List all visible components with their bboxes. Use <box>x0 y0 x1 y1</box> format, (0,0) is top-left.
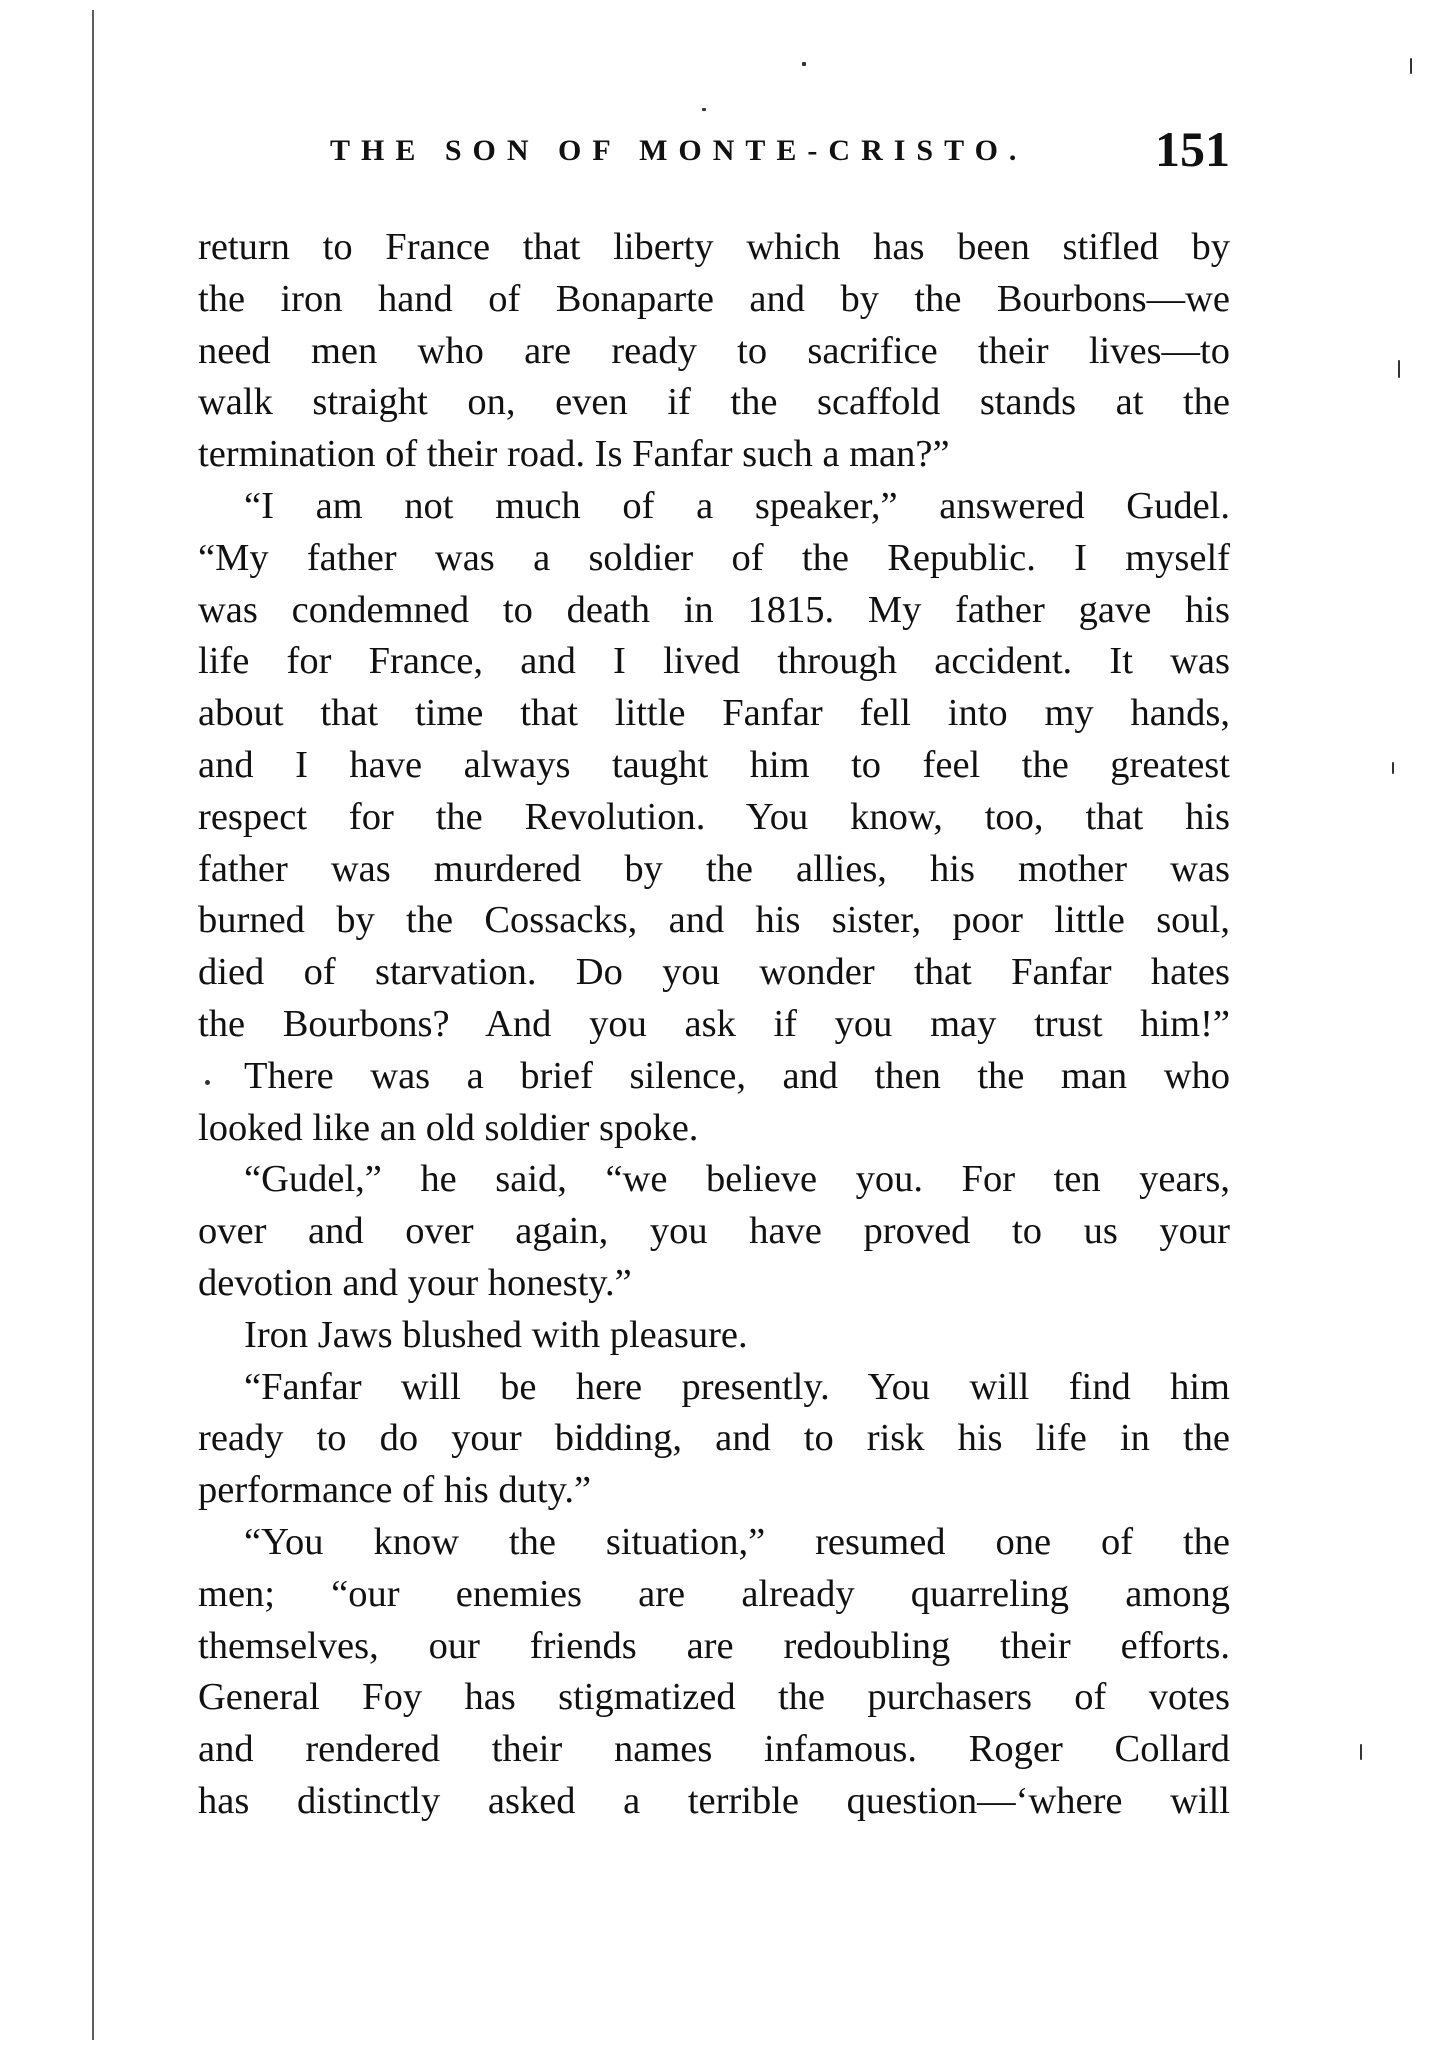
scan-speck <box>1410 58 1412 74</box>
scan-speck <box>1398 360 1400 378</box>
text-line: and I have always taught him to feel the greatest <box>198 743 1230 786</box>
scan-speck <box>1392 762 1394 774</box>
page-body <box>198 222 1230 1828</box>
scan-speck <box>1360 1744 1362 1760</box>
text-line: Iron Jaws blushed with pleasure. <box>244 1313 748 1356</box>
text-line: performance of his duty.” <box>198 1469 592 1512</box>
text-line: walk straight on, even if the scaffold stands at the <box>198 381 1230 424</box>
text-line: General Foy has stigmatized the purchasers of votes <box>198 1676 1230 1719</box>
text-line: the Bourbons? And you ask if you may trust him!” <box>198 1002 1230 1045</box>
text-line: looked like an old soldier spoke. <box>198 1106 699 1149</box>
text-line: themselves, our friends are redoubling their efforts. <box>198 1624 1230 1667</box>
text-line: father was murdered by the allies, his mother was <box>198 847 1230 890</box>
text-line: ready to do your bidding, and to risk his life in the <box>198 1417 1230 1460</box>
text-line: over and over again, you have proved to us your <box>198 1210 1230 1253</box>
text-line: termination of their road. Is Fanfar such a man?” <box>198 433 950 476</box>
text-line: devotion and your honesty.” <box>198 1261 632 1304</box>
text-line: “I am not much of a speaker,” answered Gudel. <box>244 484 1230 527</box>
text-line: was condemned to death in 1815. My father gave his <box>198 588 1230 631</box>
text-line: the iron hand of Bonaparte and by the Bourbons—we <box>198 277 1230 320</box>
page-number: 151 <box>1155 121 1230 177</box>
text-line: died of starvation. Do you wonder that Fanfar hates <box>198 951 1230 994</box>
text-line: burned by the Cossacks, and his sister, poor little soul, <box>198 899 1230 942</box>
scan-speck <box>802 62 806 66</box>
text-line: need men who are ready to sacrifice their lives—to <box>198 329 1230 372</box>
text-line: “My father was a soldier of the Republic. I myself <box>198 536 1230 579</box>
scan-page-edge <box>92 10 94 2040</box>
text-line: There was a brief silence, and then the man who <box>244 1054 1230 1097</box>
text-line: “Gudel,” he said, “we believe you. For ten years, <box>244 1158 1230 1201</box>
scan-speck <box>702 108 706 111</box>
text-line: has distinctly asked a terrible question—‘where will <box>198 1779 1230 1822</box>
text-line: men; “our enemies are already quarreling among <box>198 1572 1230 1615</box>
page-header <box>330 120 1230 180</box>
text-line: and rendered their names infamous. Roger Collard <box>198 1728 1230 1771</box>
text-line: respect for the Revolution. You know, too, that his <box>198 795 1230 838</box>
text-line: “Fanfar will be here presently. You will find him <box>244 1365 1230 1408</box>
text-line: return to France that liberty which has been stifled by <box>198 226 1230 268</box>
text-line: “You know the situation,” resumed one of the <box>244 1520 1230 1563</box>
text-line: life for France, and I lived through accident. It was <box>198 640 1230 683</box>
running-title: THE SON OF MONTE-CRISTO. <box>330 134 1028 167</box>
text-line: about that time that little Fanfar fell into my hands, <box>198 692 1230 735</box>
